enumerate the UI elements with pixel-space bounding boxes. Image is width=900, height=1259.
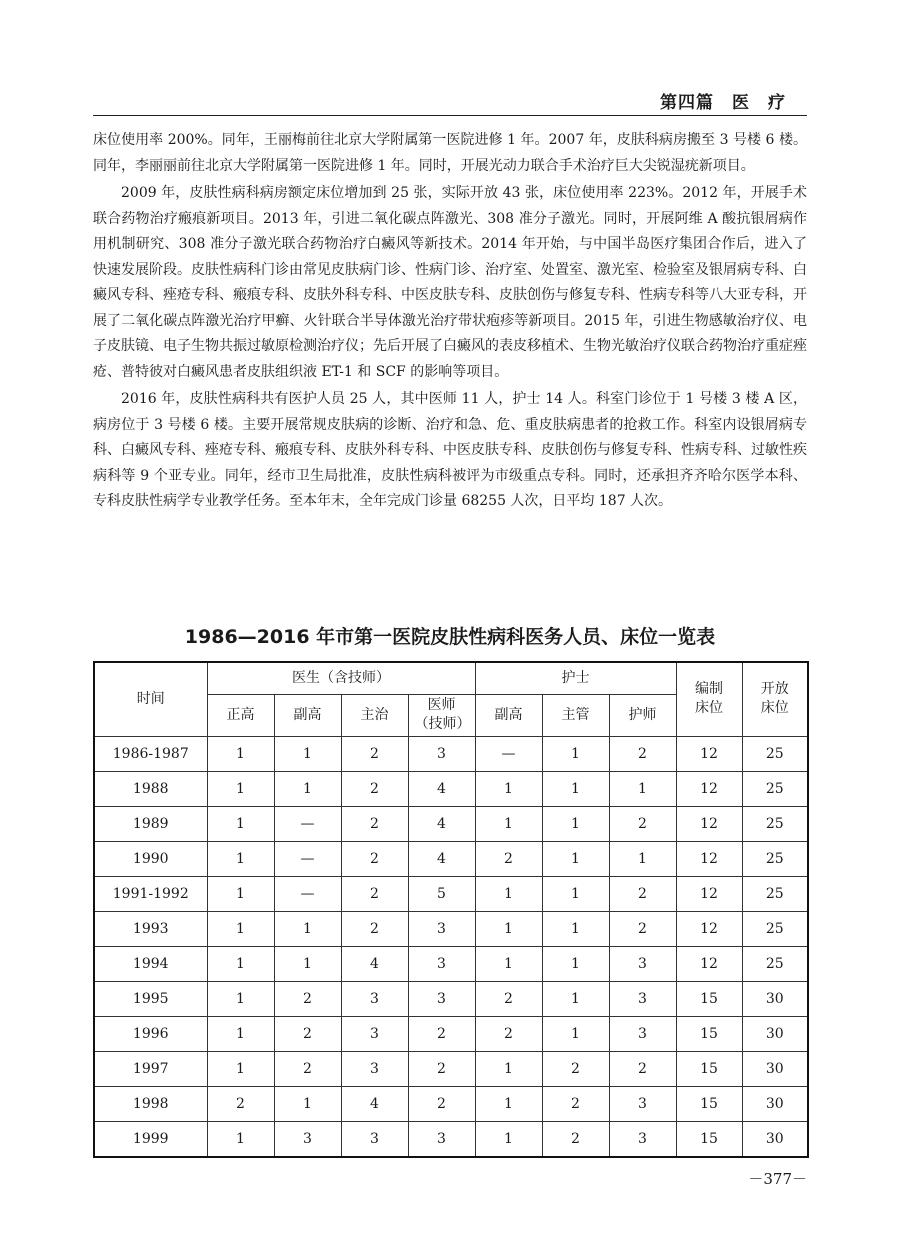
table-cell: 3 (341, 1051, 408, 1086)
table-cell: 1 (542, 981, 609, 1016)
table-cell: 2 (609, 806, 676, 841)
row-year-cell: 1995 (94, 981, 207, 1016)
table-cell: 15 (676, 1016, 742, 1051)
table-cell: 1 (475, 771, 542, 806)
table-cell: 3 (408, 981, 475, 1016)
row-year-cell: 1994 (94, 946, 207, 981)
table-cell: 25 (742, 876, 808, 911)
table-cell: 4 (341, 946, 408, 981)
table-cell: 1 (542, 736, 609, 771)
table-cell: 1 (475, 1121, 542, 1157)
table-cell: 3 (408, 911, 475, 946)
table-cell: 12 (676, 876, 742, 911)
table-cell: 3 (341, 1016, 408, 1051)
table-cell: 3 (609, 981, 676, 1016)
table-row (94, 1121, 808, 1157)
table-row (94, 841, 808, 876)
table-cell: 1 (274, 946, 341, 981)
table-cell: 25 (742, 946, 808, 981)
staff-bed-table (93, 661, 809, 1158)
table-cell: 1 (274, 736, 341, 771)
table-cell: 2 (609, 911, 676, 946)
table-cell: 4 (408, 771, 475, 806)
table-cell: 2 (274, 1016, 341, 1051)
table-cell: 1 (542, 946, 609, 981)
table-cell: 30 (742, 981, 808, 1016)
row-year-cell: 1989 (94, 806, 207, 841)
page-number: －377－ (748, 1170, 807, 1188)
table-cell: 1 (207, 1051, 274, 1086)
table-cell: 1 (207, 1016, 274, 1051)
header-nurses-group: 护士 (475, 662, 676, 694)
table-cell: — (274, 806, 341, 841)
table-cell: 2 (475, 1016, 542, 1051)
table-cell: 15 (676, 981, 742, 1016)
table-cell: 2 (274, 981, 341, 1016)
table-cell: 12 (676, 736, 742, 771)
paragraph: 2016 年，皮肤性病科共有医护人员 25 人，其中医师 11 人，护士 14 人。科室门诊位于 1 号楼 3 楼 A 区，病房位于 3 号楼 6 楼。主要开展常规皮肤病的诊断、治疗和急、危、重皮肤病患者的抢救工作。科室内设银屑病专科、白癜风专科、痤疮专科、瘢痕专科、皮肤外科专科、中医皮肤专科、皮肤创伤与修复专科、性病专科、过敏性疾病科等 9 个亚专业。同年，经市卫生局批准，皮肤性病科被评为市级重点专科。同时，还承担齐齐哈尔医学本科、专科皮肤性病学专业教学任务。至本年末，全年完成门诊量 68255 人次，日平均 187 人次。 (93, 391, 807, 509)
header-doctor-resident: 医师（技师） (408, 694, 475, 736)
table-cell: 30 (742, 1121, 808, 1157)
table-row (94, 736, 808, 771)
row-year-cell: 1991-1992 (94, 876, 207, 911)
table-cell: 3 (408, 736, 475, 771)
table-cell: 4 (408, 806, 475, 841)
header-nurse-associate: 副高 (475, 694, 542, 736)
table-cell: 2 (341, 876, 408, 911)
table-cell: 3 (408, 946, 475, 981)
table-cell: 2 (542, 1086, 609, 1121)
table-cell: 1 (207, 1121, 274, 1157)
table-cell: 1 (542, 876, 609, 911)
table-row (94, 1051, 808, 1086)
table-cell: 12 (676, 946, 742, 981)
row-year-cell: 1993 (94, 911, 207, 946)
row-year-cell: 1998 (94, 1086, 207, 1121)
table-cell: 1 (475, 1051, 542, 1086)
table-cell: 2 (542, 1121, 609, 1157)
header-open-beds: 开放床位 (742, 662, 808, 736)
table-cell: 5 (408, 876, 475, 911)
table-row (94, 981, 808, 1016)
table-cell: 1 (207, 911, 274, 946)
table-cell: — (274, 876, 341, 911)
table-cell: — (274, 841, 341, 876)
table-cell: 2 (341, 736, 408, 771)
table-cell: 1 (207, 806, 274, 841)
table-cell: 4 (408, 841, 475, 876)
table-cell: 1 (274, 771, 341, 806)
section-header: 第四篇 医 疗 (660, 93, 786, 113)
header-nurse-nurse: 护师 (609, 694, 676, 736)
header-time: 时间 (94, 662, 207, 736)
paragraph: 床位使用率 200%。同年，王丽梅前往北京大学附属第一医院进修 1 年。2007 年，皮肤科病房搬至 3 号楼 6 楼。同年，李丽丽前往北京大学附属第一医院进修 1 年。同时，开展光动力联合手术治疗巨大尖锐湿疣新项目。 (93, 132, 807, 174)
body-text (93, 128, 807, 515)
row-year-cell: 1999 (94, 1121, 207, 1157)
table-cell: 30 (742, 1086, 808, 1121)
table-cell: 25 (742, 911, 808, 946)
table-cell: 2 (542, 1051, 609, 1086)
table-cell: 15 (676, 1051, 742, 1086)
table-cell: 15 (676, 1121, 742, 1157)
header-doctor-associate: 副高 (274, 694, 341, 736)
table-cell: 1 (207, 771, 274, 806)
row-year-cell: 1990 (94, 841, 207, 876)
table-cell: 1 (542, 806, 609, 841)
table-cell: 3 (609, 946, 676, 981)
table-cell: — (475, 736, 542, 771)
table-cell: 25 (742, 771, 808, 806)
table-cell: 1 (274, 1086, 341, 1121)
table-row (94, 946, 808, 981)
table-cell: 2 (341, 771, 408, 806)
table-row (94, 876, 808, 911)
table-cell: 1 (609, 841, 676, 876)
table-cell: 12 (676, 841, 742, 876)
table-cell: 15 (676, 1086, 742, 1121)
table-cell: 1 (475, 806, 542, 841)
header-doctor-attending: 主治 (341, 694, 408, 736)
row-year-cell: 1988 (94, 771, 207, 806)
table-cell: 4 (341, 1086, 408, 1121)
table-row (94, 1016, 808, 1051)
table-cell: 3 (408, 1121, 475, 1157)
table-row (94, 806, 808, 841)
header-budget-beds: 编制床位 (676, 662, 742, 736)
header-doctors-group: 医生（含技师） (207, 662, 475, 694)
row-year-cell: 1997 (94, 1051, 207, 1086)
table-cell: 1 (207, 981, 274, 1016)
table-cell: 3 (341, 1121, 408, 1157)
table-cell: 3 (341, 981, 408, 1016)
table-cell: 2 (408, 1086, 475, 1121)
header-divider (93, 115, 807, 116)
table-cell: 1 (475, 911, 542, 946)
row-year-cell: 1996 (94, 1016, 207, 1051)
table-cell: 2 (609, 876, 676, 911)
table-cell: 2 (609, 736, 676, 771)
table-row (94, 911, 808, 946)
table-cell: 1 (207, 876, 274, 911)
table-cell: 3 (609, 1121, 676, 1157)
table-cell: 3 (609, 1086, 676, 1121)
table-cell: 1 (274, 911, 341, 946)
table-cell: 2 (341, 841, 408, 876)
table-cell: 2 (341, 911, 408, 946)
table-cell: 1 (207, 946, 274, 981)
table-cell: 2 (408, 1016, 475, 1051)
table-cell: 2 (475, 981, 542, 1016)
table-cell: 1 (475, 1086, 542, 1121)
table-cell: 1 (207, 841, 274, 876)
table-cell: 1 (542, 1016, 609, 1051)
table-cell: 25 (742, 736, 808, 771)
table-cell: 25 (742, 841, 808, 876)
table-cell: 1 (475, 876, 542, 911)
header-doctor-senior: 正高 (207, 694, 274, 736)
table-cell: 1 (542, 841, 609, 876)
table-cell: 2 (475, 841, 542, 876)
paragraph: 2009 年，皮肤性病科病房额定床位增加到 25 张，实际开放 43 张，床位使用率 223%。2012 年，开展手术联合药物治疗瘢痕新项目。2013 年，引进二氧化碳点阵激光、308 准分子激光。同时，开展阿维 A 酸抗银屑病作用机制研究、308 准分子激光联合药物治疗白癜风等新技术。2014 年开始，与中国半岛医疗集团合作后，进入了快速发展阶段。皮肤性病科门诊由常见皮肤病门诊、性病门诊、治疗室、处置室、激光室、检验室及银屑病专科、白癜风专科、痤疮专科、瘢痕专科、皮肤外科专科、中医皮肤专科、皮肤创伤与修复专科、性病专科等八大亚专科，开展了二氧化碳点阵激光治疗甲癣、火针联合半导体激光治疗带状疱疹等新项目。2015 年，引进生物感敏治疗仪、电子皮肤镜、电子生物共振过敏原检测治疗仪；先后开展了白癜风的表皮移植术、生物光敏治疗仪联合药物治疗重症痤疮、普特彼对白癜风患者皮肤组织液 ET-1 和 SCF 的影响等项目。 (93, 185, 807, 380)
table-cell: 12 (676, 911, 742, 946)
table-cell: 3 (274, 1121, 341, 1157)
table-cell: 1 (475, 946, 542, 981)
table-cell: 1 (609, 771, 676, 806)
table-cell: 2 (207, 1086, 274, 1121)
table-cell: 30 (742, 1051, 808, 1086)
row-year-cell: 1986-1987 (94, 736, 207, 771)
table-cell: 3 (609, 1016, 676, 1051)
table-cell: 1 (542, 771, 609, 806)
table-cell: 2 (274, 1051, 341, 1086)
table-cell: 25 (742, 806, 808, 841)
table-cell: 30 (742, 1016, 808, 1051)
table-cell: 1 (542, 911, 609, 946)
table-cell: 12 (676, 771, 742, 806)
table-cell: 2 (341, 806, 408, 841)
table-cell: 12 (676, 806, 742, 841)
header-nurse-supervisor: 主管 (542, 694, 609, 736)
table-cell: 2 (609, 1051, 676, 1086)
table-title: 1986—2016 年市第一医院皮肤性病科医务人员、床位一览表 (184, 626, 716, 648)
table-cell: 2 (408, 1051, 475, 1086)
table-row (94, 1086, 808, 1121)
table-cell: 1 (207, 736, 274, 771)
table-row (94, 771, 808, 806)
